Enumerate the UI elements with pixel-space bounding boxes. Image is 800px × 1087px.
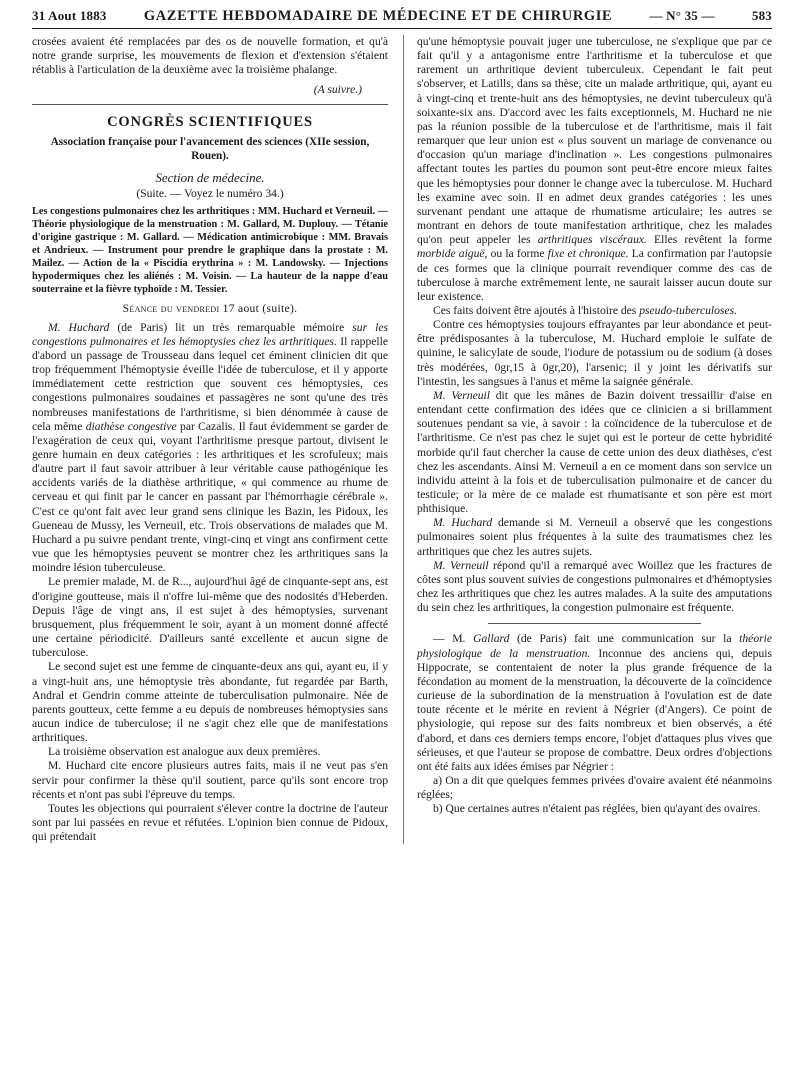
speaker-name: M. Verneuil (433, 558, 489, 572)
italic-run: sur les congestions pulmonaires et les hémoptysies chez les arthritiques. (32, 320, 388, 348)
speaker-name: M. Huchard (48, 320, 110, 334)
text-run: La confirmation par l'autopsie de ces formes que la clinique pourrait revendiquer comme des cas de tuberculose à marche extrêmement lente, ne saurait laisser aucun doute sur leur existence. (417, 247, 772, 303)
italic-run: théorie physiologique de la menstruation. (417, 632, 772, 660)
paragraph: M. Huchard cite encore plusieurs autres faits, mais il ne veut pas s'en servir pour confirmer la thèse qu'il soutient, parce qu'ils sont encore trop récents et n'ont pas subi l'épreuve du temps. (32, 759, 388, 801)
paragraph: Toutes les objections qui pourraient s'élever contre la doctrine de l'auteur sont par lui passées en revue et réfutées. L'opinion bien connue de Pidoux, qui prétendait (32, 801, 388, 844)
seance-heading (32, 302, 388, 316)
left-column (32, 35, 388, 844)
paragraph (417, 35, 772, 304)
paragraph: a) On a dit que quelques femmes privées d'ovaire avaient été néanmoins réglées; (417, 773, 772, 802)
association-heading: Association française pour l'avancement des sciences (XIIe session, Rouen). (50, 135, 370, 162)
paragraph-huchard (32, 321, 388, 576)
paragraph: La troisième observation est analogue aux deux premières. (48, 745, 321, 759)
seance-label: Séance du vendredi (122, 302, 220, 316)
paragraph-gallard (417, 632, 772, 774)
text-run: (de Paris) fait une communication sur la (509, 632, 740, 646)
text-run: répond qu'il a remarqué avec Woillez que les fractures de côtes sont plus souvent suivies de congestions pulmonaires et d'hémoptysies chez les arthritiques que chez les autres malades. A la suite des amputations du sein chez les arthritiques, la congestion pulmonaire est fréquente. (417, 558, 773, 615)
italic-run: fixe et chronique. (547, 247, 629, 261)
text-run: qu'une hémoptysie pouvait juger une tuberculose, ne s'explique que par ce fait qu'il y a antagonisme entre l'arthritisme et la tuberculose et que rarement un arthritique devient tuberculeux. Cependant le fait peut s'observer, et Latills, dans sa thèse, cite un malade arthritique, qui, ayant eu à vingt-cinq et trente-huit ans des hémoptysies, ne devint tuberculeux qu'à soixante-six ans. D'accord avec les faits exceptionnels, M. Huchard ne nie pas la réunion possible de la tuberculose et de l'arthritisme, mais il fait remarquer que leur union est « plus souvent un mariage de convenance ou d'occasion qu'un mariage d'inclination ». Les congestions pulmonaires affectant toutes les parties du poumon sont peut-être encore mieux faites que les hémoptysies pour donner le change avec la tuberculose. M. Huchard les examine avec soin. Il en admet deux grandes catégories : les unes survenant pendant une attaque de rhumatisme articulaire; les autres se montrant en dehors de toute manifestation arthritique, chez les malades qu'on peut appeler les (417, 35, 772, 247)
header-date: 31 Aout 1883 (32, 8, 107, 23)
text-run: Elles revêtent la forme (646, 233, 772, 247)
paragraph (417, 559, 772, 616)
paragraph: Contre ces hémoptysies toujours effrayantes par leur abondance et peut-être prédisposantes à la tuberculose, M. Huchard emploie le sulfate de quinine, le salicylate de soude, l'iodure de potassium ou de sodium (à doses très modérées, 0gr,15 à 0gr,20), l'arsenic; il y joint les dérivatifs sur l'intestin, les sangsues à l'anus et même la saignée générale. (417, 318, 772, 388)
speaker-name: Gallard (473, 632, 510, 646)
speaker-name: M. Verneuil (433, 388, 490, 402)
right-column (403, 35, 772, 844)
page-number: 583 (751, 8, 772, 23)
paragraph (417, 304, 772, 318)
section-heading: CONGRÈS SCIENTIFIQUES (107, 113, 313, 130)
text-run: Inconnue des anciens qui, depuis Hippocrate, se contentaient de noter la plus grande fréquence de la fécondation au moment de la menstruation, la découverte de la coïncidence curieuse de la subordination de la menstruation à l'ovulation est de date toute récente et le mérite en revient à Négrier (d'Angers). Ce point de physiologie, qui repose sur des faits nombreux et bien observés, a été d'abord, et dans ces derniers temps encore, l'objet d'attaques plus vives que sérieuses, et que l'auteur se propose de combattre. Deux ordres d'objections ont été faits aux idées émises par Négrier : (417, 646, 772, 773)
a-suivre: (A suivre.) (313, 83, 362, 97)
italic-run: pseudo-tuberculoses. (639, 303, 737, 317)
suite-note: (Suite. — Voyez le numéro 34.) (136, 186, 284, 200)
text-run: — M. (433, 632, 474, 646)
journal-title: GAZETTE HEBDOMADAIRE DE MÉDECINE ET DE CHIRURGIE (143, 8, 613, 24)
subsection-heading: Section de médecine. (155, 169, 265, 185)
italic-run: morbide aiguë (417, 247, 485, 261)
issue-number: — N° 35 — (649, 8, 715, 23)
italic-run: arthritiques viscéraux. (537, 233, 647, 247)
continued-paragraph: crosées avaient été remplacées par des os de nouvelle formation, et qu'à notre grande surprise, les mouvements de flexion et d'extension s'étaient rétablis à l'articulation de la deuxième avec la troisième phalange. (32, 35, 388, 77)
speaker-name: M. Huchard (433, 516, 493, 530)
running-header (32, 8, 772, 29)
divider (32, 104, 388, 105)
paragraph (417, 389, 772, 516)
paragraph (417, 516, 772, 558)
paragraph: Le second sujet est une femme de cinquante-deux ans qui, ayant eu, il y a vingt-huit ans, une hémoptysie très abondante, fut regardée par Barth, Andral et Gendrin comme atteinte de tuberculisation pulmonaire. Née de parents goutteux, cette femme a eu depuis de nombreuses hémoptysies sans aucun indice de tuberculose; il ne s'agit chez elle que de manifestations arthritiques. (32, 660, 388, 745)
text-run: (de Paris) lit un très remarquable mémoire (109, 320, 353, 334)
text-run: Ces faits doivent être ajoutés à l'histoire des (433, 303, 640, 317)
paragraph: b) Que certaines autres n'étaient pas réglées, bien qu'ayant des ovaires. (433, 802, 761, 816)
text-run: , ou la forme (484, 247, 548, 261)
paragraph: Le premier malade, M. de R..., aujourd'hui âgé de cinquante-sept ans, est d'origine goutteuse, mais il n'offre lui-même que des nodosités d'Heberden. Depuis l'âge de vingt ans, il est sujet à des hémoptysies, survenant brusquement, plus fréquemment le soir, ayant à un moment donné affecté une certaine périodicité. D'ailleurs santé excellente et aucun signe de tuberculose. (32, 575, 388, 660)
text-columns (32, 35, 772, 844)
italic-run: diathèse congestive (85, 419, 177, 433)
divider (488, 623, 701, 624)
text-run: dit que les mânes de Bazin doivent tressaillir d'aise en entendant cette confirmation des idées que ce clinicien a si brillamment soutenues pendant sa vie, à savoir : la coïncidence de la tuberculose et de l'arthritisme. Ce n'est pas chez le sujet qui est le porteur de cette hybridité morbide qu'il faut chercher la cause de cette union des deux diathèses, c'est chez les ascendants. Ainsi M. Verneuil a en ce moment dans son service un individu atteint à la fois et de tuberculisation pulmonaire et de cancer du testicule; or la mère de ce malade est rhumatisante et son père est mort phthisique. (417, 388, 773, 516)
seance-suite: (suite). (262, 302, 298, 316)
text-run: demande si M. Verneuil a observé que les congestions pulmonaires soient plus fréquentes à la suite des traumatismes chez les arthritiques que chez les autres sujets. (417, 516, 772, 558)
summary-block: Les congestions pulmonaires chez les arthritiques : MM. Huchard et Verneuil. — Théorie physiologique de la menstruation : M. Gallard, M. Duplouy. — Tétanie d'origine gastrique : M. Gallard. — Médication antimicrobique : MM. Bravais et Andrieux. — Instrument pour prendre le graphique dans la prostate : M. Mailez. — Action de la « Piscidia erythrina » : M. Landowsky. — Injections hypodermiques chez les aliénés : M. Voisin. — La hauteur de la nappe d'eau souterraine et la fièvre typhoïde : M. Tessier. (32, 206, 388, 295)
text-run: par Cazalis. Il faut évidemment se garder de l'exagération de ceux qui, voyant l'arthritisme presque partout, divisent le genre humain en deux catégories : les arthritiques et les scrofuleux; mais d'autre part il faut savoir attribuer à leur véritable cause pathogénique les accidents variés de la diathèse arthritique, « qui commence au rhume de cerveau et qui finit par le cancer en passant par l'hémorrhagie cérébrale ». C'est ce qu'ont fait avec leur grand sens clinique les Bazin, les Pidoux, les Gueneau de Mussy, les Verneuil, etc. Trois observations de malades que M. Huchard a pu suivre pendant trente, vingt-cinq et vingt ans confirment cette vue que les hémoptysies peuvent se montrer chez les arthritiques sans la moindre lésion tuberculeuse. (32, 419, 388, 575)
text-run: Il rappelle d'abord un passage de Trousseau dans lequel cet éminent clinicien dit que trop fréquemment l'hémoptysie éveille l'idée de tuberculose, et il y apporte immédiatement cette restriction que souvent ces hémoptysies, ces congestions pulmonaires soudaines et passagères ne sont qu'une des très nombreuses manifestations de l'arthritisme, si bien dénommée à cause de cela même (32, 334, 388, 433)
seance-date: 17 aout (222, 302, 260, 316)
